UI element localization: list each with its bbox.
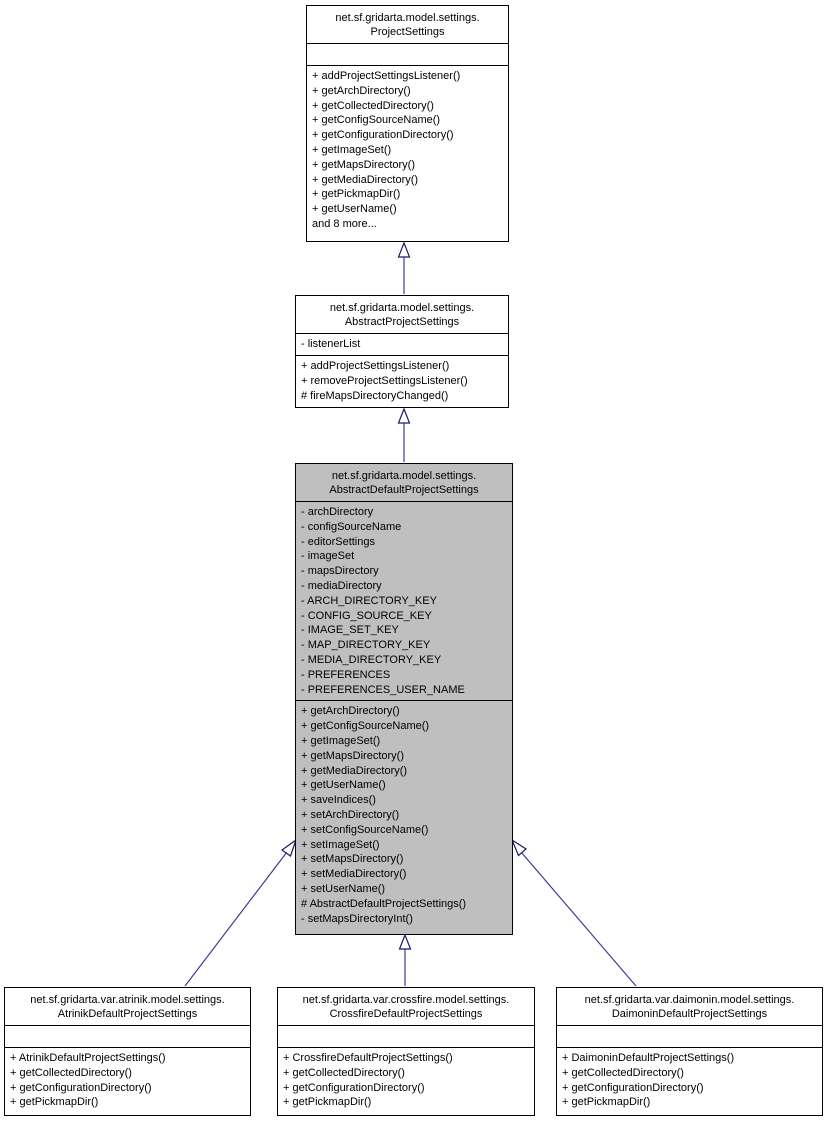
member-line: + getImageSet() bbox=[301, 734, 381, 747]
attributes-section bbox=[296, 502, 512, 701]
member-line: + getArchDirectory() bbox=[312, 84, 411, 97]
attributes-section bbox=[296, 334, 508, 356]
class-name-line: net.sf.gridarta.model.settings. bbox=[329, 302, 475, 314]
member-line: + getPickmapDir() bbox=[283, 1096, 372, 1109]
member-line: + getConfigSourceName() bbox=[312, 114, 441, 127]
class-name-line: DaimoninDefaultProjectSettings bbox=[611, 1008, 768, 1020]
member-line: + getMapsDirectory() bbox=[312, 158, 416, 171]
member-line: + getCollectedDirectory() bbox=[312, 99, 434, 112]
class-box-projectsettings[interactable] bbox=[306, 5, 509, 242]
class-name-line: ProjectSettings bbox=[370, 26, 445, 38]
member-line: + setMediaDirectory() bbox=[301, 868, 407, 881]
class-name-line: net.sf.gridarta.var.daimonin.model.settings. bbox=[584, 994, 795, 1006]
class-box-abstractprojectsettings[interactable] bbox=[295, 295, 509, 408]
member-line: + getPickmapDir() bbox=[562, 1096, 651, 1109]
member-line: + getMapsDirectory() bbox=[301, 749, 405, 762]
attributes-section bbox=[278, 1026, 534, 1048]
member-line: + getCollectedDirectory() bbox=[562, 1066, 684, 1079]
member-line: - CONFIG_SOURCE_KEY bbox=[301, 609, 432, 622]
class-name bbox=[296, 464, 512, 502]
member-line: - mapsDirectory bbox=[301, 565, 379, 578]
member-line: + getConfigSourceName() bbox=[301, 720, 430, 733]
class-name bbox=[307, 6, 508, 44]
member-line: + DaimoninDefaultProjectSettings() bbox=[562, 1052, 735, 1064]
member-line: + getCollectedDirectory() bbox=[10, 1066, 132, 1079]
member-line: - MAP_DIRECTORY_KEY bbox=[301, 639, 431, 652]
member-line: + addProjectSettingsListener() bbox=[301, 360, 450, 372]
class-box-atrinikdefaultprojectsettings[interactable] bbox=[4, 987, 251, 1116]
class-name-line: net.sf.gridarta.model.settings. bbox=[335, 12, 480, 24]
class-name-line: net.sf.gridarta.model.settings. bbox=[331, 470, 477, 482]
methods-section bbox=[296, 701, 512, 930]
attributes-section bbox=[307, 44, 508, 66]
member-line: + setImageSet() bbox=[301, 838, 380, 851]
class-name bbox=[5, 988, 250, 1026]
inheritance-arrow-abstractdefaultprojectsettings-to-abstractprojectsettings bbox=[399, 409, 410, 462]
member-line: + getArchDirectory() bbox=[301, 705, 400, 718]
class-name-line: net.sf.gridarta.var.crossfire.model.settings. bbox=[302, 994, 510, 1006]
member-line: + getUserName() bbox=[312, 203, 397, 216]
member-line: # fireMapsDirectoryChanged() bbox=[301, 389, 449, 402]
class-name-line: AtrinikDefaultProjectSettings bbox=[57, 1008, 198, 1020]
member-line: + setUserName() bbox=[301, 882, 386, 895]
member-line: + getConfigurationDirectory() bbox=[312, 129, 454, 142]
member-line: + CrossfireDefaultProjectSettings() bbox=[283, 1052, 453, 1064]
member-line: + getPickmapDir() bbox=[10, 1096, 99, 1109]
class-name-line: AbstractProjectSettings bbox=[344, 316, 460, 328]
methods-section bbox=[278, 1048, 534, 1114]
methods-section bbox=[557, 1048, 822, 1114]
member-line: # AbstractDefaultProjectSettings() bbox=[301, 897, 467, 910]
member-line: + setMapsDirectory() bbox=[301, 853, 404, 866]
member-line: + setArchDirectory() bbox=[301, 808, 400, 821]
methods-section bbox=[296, 356, 508, 407]
member-line: - archDirectory bbox=[301, 506, 374, 518]
member-line: + getUserName() bbox=[301, 779, 386, 792]
class-name-line: AbstractDefaultProjectSettings bbox=[329, 484, 479, 496]
class-name-line: net.sf.gridarta.var.atrinik.model.settings. bbox=[30, 994, 225, 1006]
member-line: + saveIndices() bbox=[301, 794, 376, 807]
member-line: - editorSettings bbox=[301, 535, 375, 548]
class-name bbox=[296, 296, 508, 334]
member-line: + getImageSet() bbox=[312, 143, 392, 156]
member-line: and 8 more... bbox=[312, 217, 377, 230]
class-box-crossfiredefaultprojectsettings[interactable] bbox=[277, 987, 535, 1116]
member-line: - imageSet bbox=[301, 550, 355, 563]
class-box-abstractdefaultprojectsettings[interactable] bbox=[295, 463, 513, 935]
member-line: + setConfigSourceName() bbox=[301, 823, 429, 836]
class-name bbox=[278, 988, 534, 1026]
member-line: - mediaDirectory bbox=[301, 579, 382, 592]
member-line: + removeProjectSettingsListener() bbox=[301, 374, 468, 387]
member-line: - setMapsDirectoryInt() bbox=[301, 912, 413, 925]
inheritance-arrow-abstractprojectsettings-to-projectsettings bbox=[399, 243, 410, 294]
member-line: - MEDIA_DIRECTORY_KEY bbox=[301, 653, 442, 666]
member-line: - listenerList bbox=[301, 338, 361, 350]
member-line: + getConfigurationDirectory() bbox=[283, 1081, 425, 1094]
member-line: + getPickmapDir() bbox=[312, 188, 401, 201]
attributes-section bbox=[557, 1026, 822, 1048]
member-line: + getCollectedDirectory() bbox=[283, 1066, 405, 1079]
attributes-section bbox=[5, 1026, 250, 1048]
member-line: - PREFERENCES bbox=[301, 668, 391, 681]
member-line: - configSourceName bbox=[301, 520, 402, 533]
member-line: - IMAGE_SET_KEY bbox=[301, 624, 399, 637]
methods-section bbox=[5, 1048, 250, 1114]
member-line: + getMediaDirectory() bbox=[312, 173, 419, 186]
methods-section bbox=[307, 66, 508, 236]
member-line: + getConfigurationDirectory() bbox=[562, 1081, 704, 1094]
member-line: - ARCH_DIRECTORY_KEY bbox=[301, 594, 437, 607]
inheritance-arrow-crossfire-to-abstractdefaultprojectsettings bbox=[400, 935, 411, 986]
class-name bbox=[557, 988, 822, 1026]
member-line: + addProjectSettingsListener() bbox=[312, 70, 461, 82]
member-line: - PREFERENCES_USER_NAME bbox=[301, 683, 465, 696]
class-box-daimonindefaultprojectsettings[interactable] bbox=[556, 987, 823, 1116]
member-line: + getMediaDirectory() bbox=[301, 764, 408, 777]
inheritance-arrow-daimonin-to-abstractdefaultprojectsettings bbox=[512, 840, 636, 986]
class-name-line: CrossfireDefaultProjectSettings bbox=[329, 1008, 483, 1020]
member-line: + getConfigurationDirectory() bbox=[10, 1081, 152, 1094]
member-line: + AtrinikDefaultProjectSettings() bbox=[10, 1052, 166, 1064]
inheritance-arrow-atrinik-to-abstractdefaultprojectsettings bbox=[185, 840, 296, 986]
